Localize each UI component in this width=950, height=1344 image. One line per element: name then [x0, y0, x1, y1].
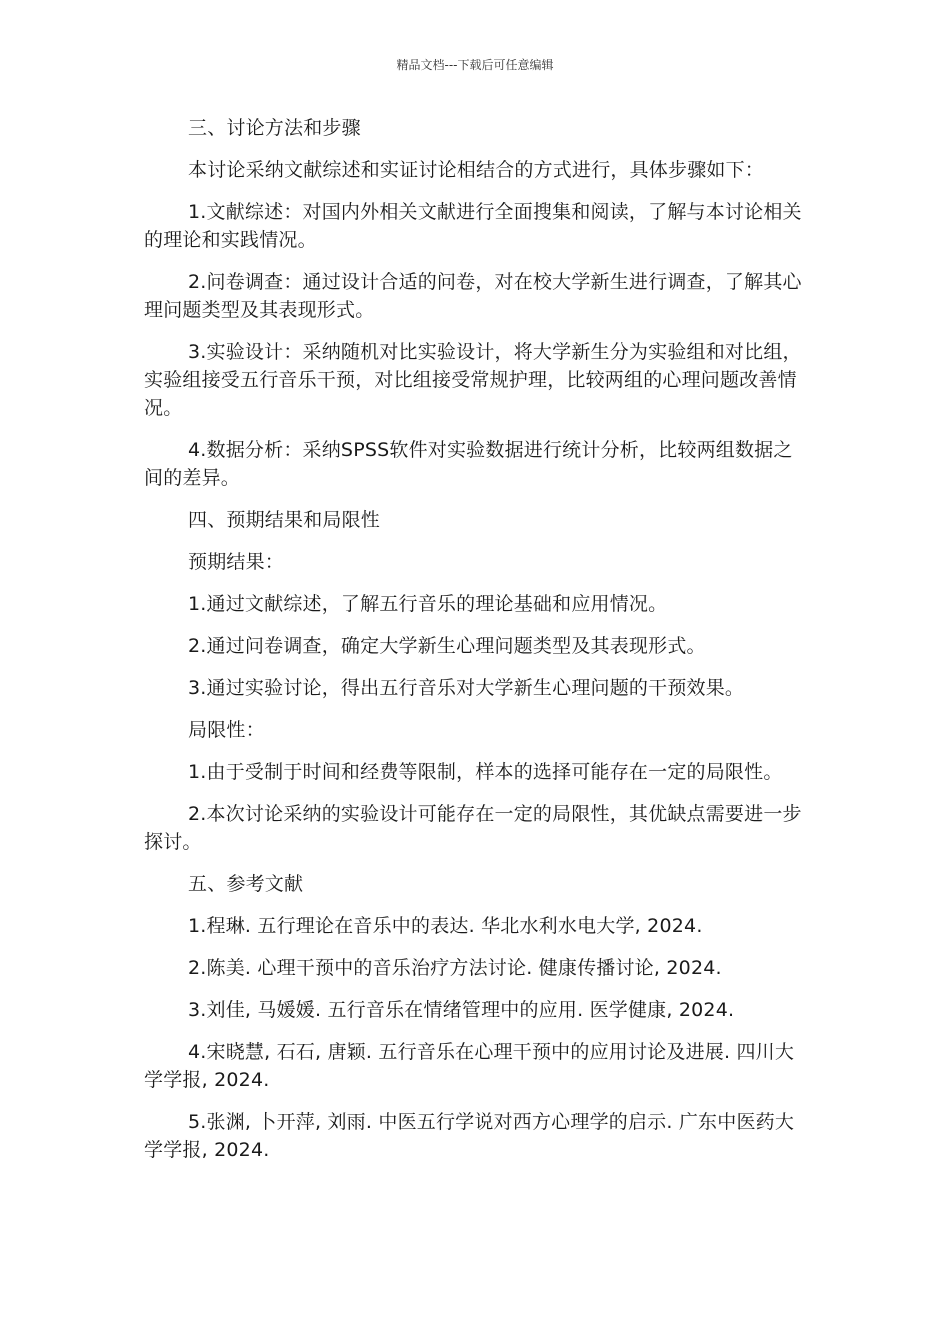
list-item-expected-1: 1.通过文献综述，了解五行音乐的理论基础和应用情况。 — [188, 593, 668, 615]
reference-item-3: 3.刘佳, 马媛媛. 五行音乐在情绪管理中的应用. 医学健康, 2024. — [188, 999, 735, 1021]
subheading-expected: 预期结果： — [188, 551, 285, 573]
paragraph-intro: 本讨论采纳文献综述和实证讨论相结合的方式进行，具体步骤如下： — [188, 159, 765, 181]
reference-item-5: 5.张渊, 卜开萍, 刘雨. 中医五行学说对西方心理学的启示. 广东中医药大学学报, 2024. — [144, 1111, 795, 1161]
section-heading-references: 五、参考文献 — [188, 873, 304, 895]
section-heading-methods: 三、讨论方法和步骤 — [188, 117, 361, 139]
subheading-limitations: 局限性： — [188, 719, 265, 741]
list-item-expected-2: 2.通过问卷调查，确定大学新生心理问题类型及其表现形式。 — [188, 635, 706, 657]
reference-item-2: 2.陈美. 心理干预中的音乐治疗方法讨论. 健康传播讨论, 2024. — [188, 957, 722, 979]
reference-item-4: 4.宋晓慧, 石石, 唐颖. 五行音乐在心理干预中的应用讨论及进展. 四川大学学报, 2024. — [144, 1041, 795, 1091]
list-item-limitation-2: 2.本次讨论采纳的实验设计可能存在一定的局限性，其优缺点需要进一步探讨。 — [144, 803, 802, 853]
list-item-expected-3: 3.通过实验讨论，得出五行音乐对大学新生心理问题的干预效果。 — [188, 677, 745, 699]
list-item-literature: 1.文献综述：对国内外相关文献进行全面搜集和阅读，了解与本讨论相关的理论和实践情况。 — [144, 201, 802, 251]
section-heading-results: 四、预期结果和局限性 — [188, 509, 381, 531]
list-item-experiment: 3.实验设计：采纳随机对比实验设计，将大学新生分为实验组和对比组，实验组接受五行音乐干预，对比组接受常规护理，比较两组的心理问题改善情况。 — [144, 341, 802, 419]
document-body — [144, 114, 808, 1178]
list-item-limitation-1: 1.由于受制于时间和经费等限制，样本的选择可能存在一定的局限性。 — [188, 761, 783, 783]
page-header: 精品文档---下载后可任意编辑 — [396, 58, 554, 72]
list-item-survey: 2.问卷调查：通过设计合适的问卷，对在校大学新生进行调查，了解其心理问题类型及其表现形式。 — [144, 271, 802, 321]
list-item-analysis: 4.数据分析：采纳SPSS软件对实验数据进行统计分析，比较两组数据之间的差异。 — [144, 439, 793, 489]
reference-item-1: 1.程琳. 五行理论在音乐中的表达. 华北水利水电大学, 2024. — [188, 915, 703, 937]
